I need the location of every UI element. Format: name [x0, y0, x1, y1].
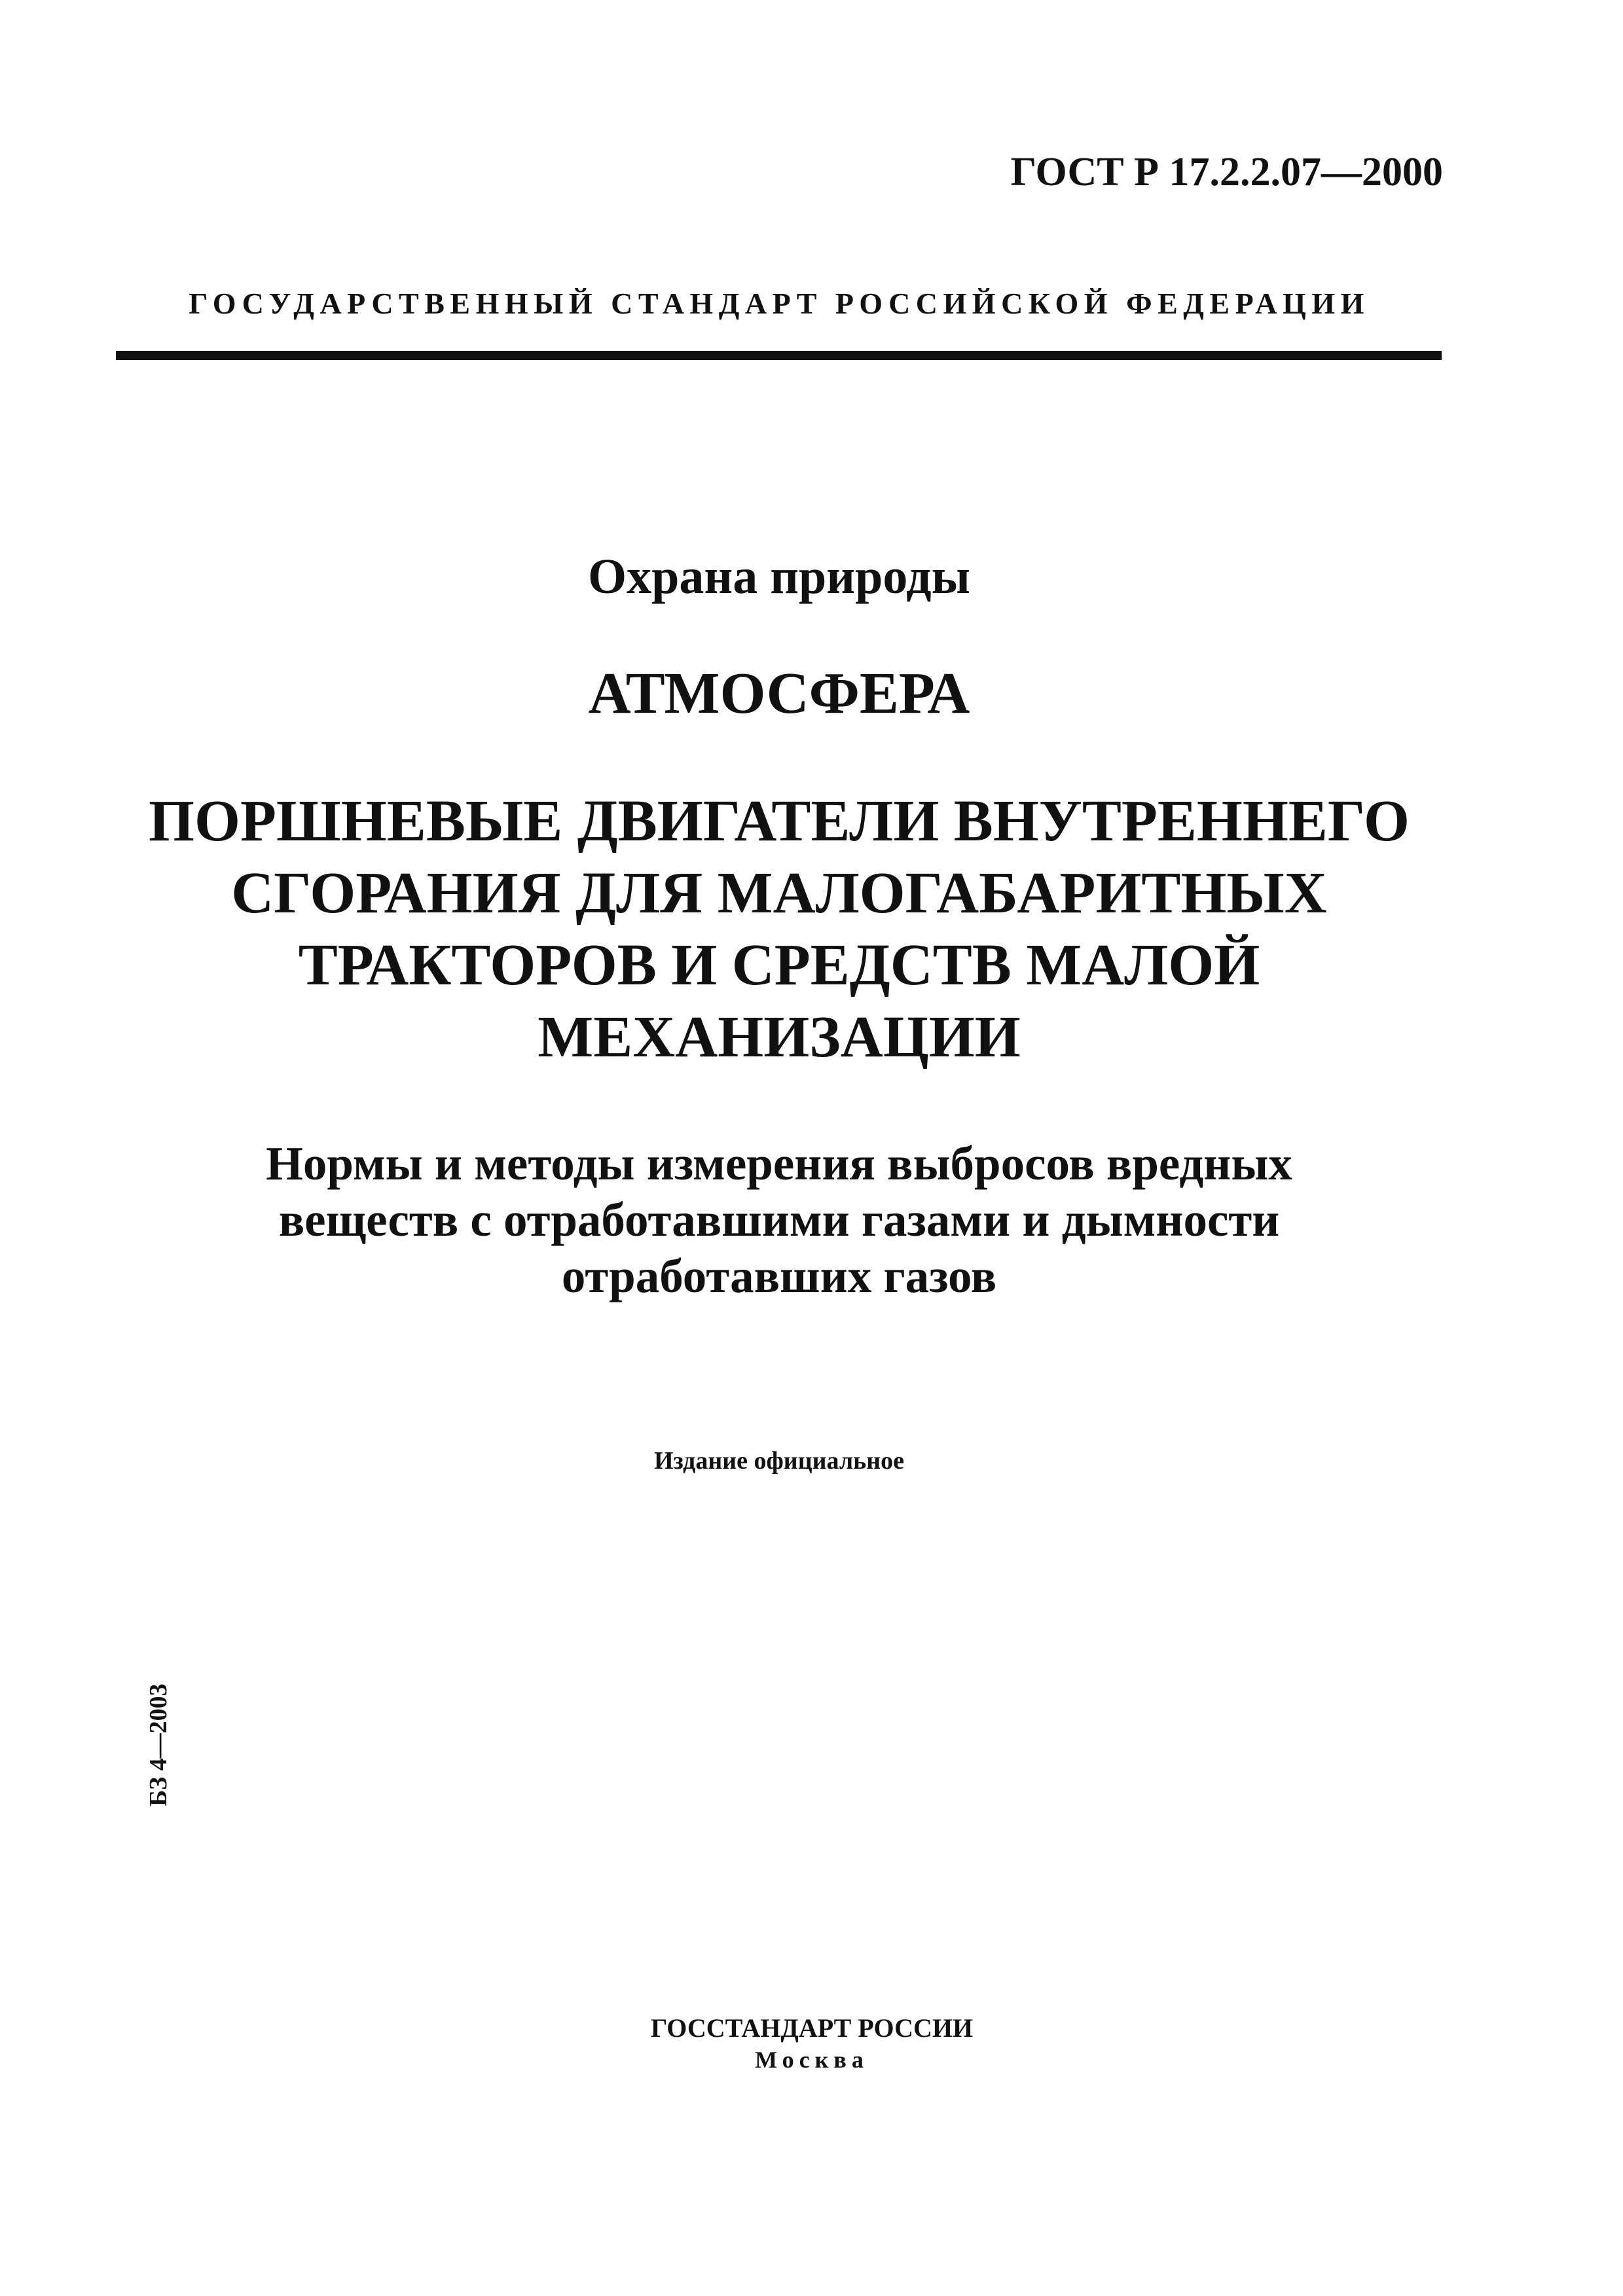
subtitle-line: веществ с отработавшими газами и дымности	[278, 1193, 1280, 1246]
publisher-city: Москва	[755, 2047, 869, 2073]
edition-label: Издание официальное	[653, 1447, 904, 1475]
main-title-line: МЕХАНИЗАЦИИ	[538, 1005, 1021, 1069]
group-title: АТМОСФЕРА	[588, 661, 970, 726]
main-title-line: ПОРШНЕВЫЕ ДВИГАТЕЛИ ВНУТРЕННЕГО	[149, 789, 1410, 853]
publisher-block	[458, 2013, 1165, 2075]
main-title	[92, 785, 1467, 1073]
standard-number: ГОСТ Р 17.2.2.07—2000	[1010, 150, 1443, 194]
publisher-name: ГОССТАНДАРТ РОССИИ	[650, 2013, 974, 2043]
main-title-line: СГОРАНИЯ ДЛЯ МАЛОГАБАРИТНЫХ	[231, 861, 1327, 925]
subtitle-line: Нормы и методы измерения выбросов вредных	[266, 1137, 1292, 1190]
subtitle	[92, 1136, 1467, 1304]
main-title-line: ТРАКТОРОВ И СРЕДСТВ МАЛОЙ	[298, 933, 1260, 997]
standard-type-heading: ГОСУДАРСТВЕННЫЙ СТАНДАРТ РОССИЙСКОЙ ФЕДЕРАЦИИ	[189, 287, 1370, 320]
side-code: БЗ 4—2003	[145, 1683, 172, 1806]
subtitle-line: отработавших газов	[561, 1249, 997, 1302]
header-rule	[116, 351, 1442, 360]
series-title: Охрана природы	[588, 549, 970, 604]
